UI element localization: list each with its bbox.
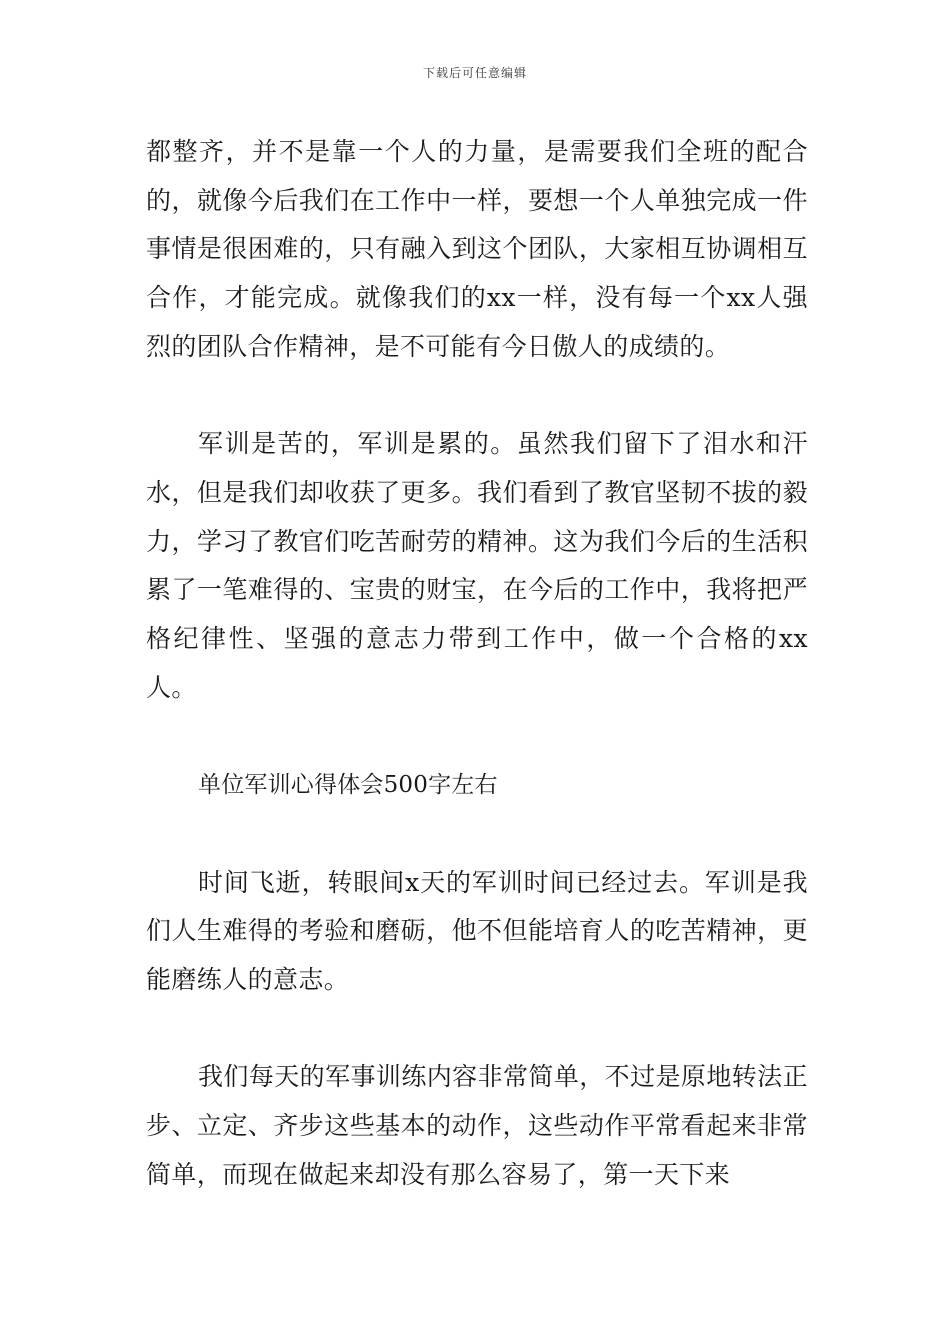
paragraph-gap <box>146 810 808 859</box>
paragraph-gap <box>146 372 808 421</box>
paragraph-time-flies: 时间飞逝，转眼间x天的军训时间已经过去。军训是我们人生难得的考验和磨砺，他不但能培育人的吃苦精神，更能磨练人的意志。 <box>146 867 808 994</box>
paragraph-hardship: 军训是苦的，军训是累的。虽然我们留下了泪水和汗水，但是我们却收获了更多。我们看到了教官坚韧不拔的毅力，学习了教官们吃苦耐劳的精神。这为我们今后的生活积累了一笔难得的、宝贵的财宝，在今后的工作中，我将把严格纪律性、坚强的意志力带到工作中，做一个合格的xx人。 <box>146 429 808 702</box>
paragraph-daily-training: 我们每天的军事训练内容非常简单，不过是原地转法正步、立定、齐步这些基本的动作，这些动作平常看起来非常简单，而现在做起来却没有那么容易了，第一天下来 <box>146 1062 808 1189</box>
document-body <box>146 128 808 1199</box>
paragraph-gap <box>146 712 808 761</box>
paragraph-gap <box>146 1005 808 1054</box>
page-header: 下载后可任意编辑 <box>422 66 527 80</box>
paragraph-teamwork: 都整齐，并不是靠一个人的力量，是需要我们全班的配合的，就像今后我们在工作中一样，要想一个人单独完成一件事情是很困难的，只有融入到这个团队，大家相互协调相互合作，才能完成。就像我们的xx一样，没有每一个xx人强烈的团队合作精神，是不可能有今日傲人的成绩的。 <box>146 137 808 361</box>
section-heading: 单位军训心得体会500字左右 <box>198 772 498 799</box>
